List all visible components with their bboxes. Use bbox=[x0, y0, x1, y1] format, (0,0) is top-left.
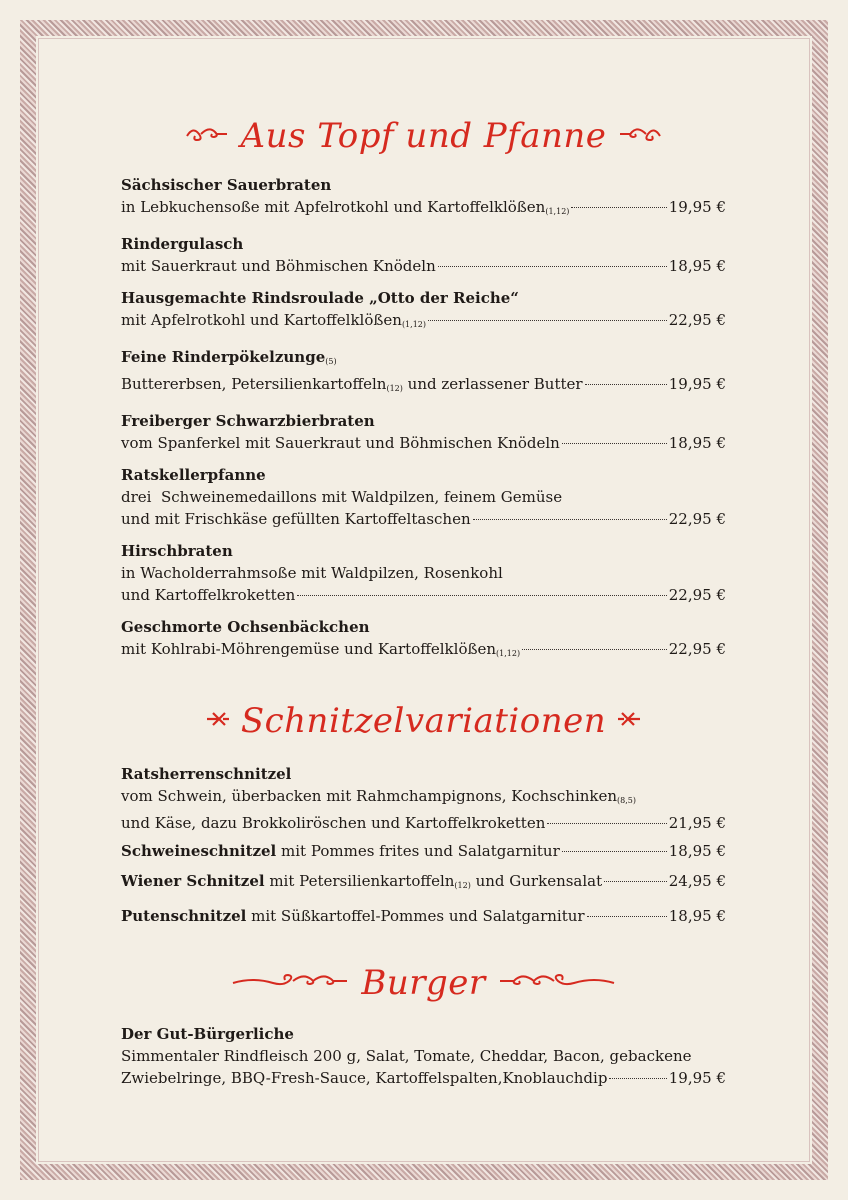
dot-leader bbox=[609, 1078, 666, 1079]
dish-description: Simmentaler Rindfleisch 200 g, Salat, Tomate, Cheddar, Bacon, gebackene bbox=[121, 1047, 692, 1065]
dish-name: Rindergulasch bbox=[121, 235, 244, 253]
dot-leader bbox=[297, 595, 666, 596]
dish-price-line bbox=[121, 508, 726, 530]
dish-price: 24,95 € bbox=[668, 872, 726, 890]
dish-description: mit Süßkartoffel-Pommes und Salatgarnitur bbox=[246, 907, 585, 925]
dish-price-line bbox=[121, 905, 726, 927]
dish-der-gut-buergerliche bbox=[121, 1023, 726, 1089]
section-title-text: Schnitzelvariationen bbox=[240, 701, 607, 741]
dish-ratskellerpfanne bbox=[121, 464, 726, 530]
allergen-codes: (12) bbox=[454, 881, 471, 890]
section-title-schnitzelvariationen bbox=[121, 701, 726, 741]
dish-price: 18,95 € bbox=[668, 842, 726, 860]
dot-leader bbox=[587, 916, 667, 917]
scroll-flourish-right-icon bbox=[496, 969, 616, 997]
dish-name: Ratsherrenschnitzel bbox=[121, 765, 292, 783]
allergen-codes: (12) bbox=[386, 384, 403, 393]
dish-description: und mit Frischkäse gefüllten Kartoffeltaschen bbox=[121, 510, 471, 528]
dish-description: und Käse, dazu Brokkoliröschen und Kartoffelkroketten bbox=[121, 814, 546, 832]
dish-price-line bbox=[121, 840, 726, 862]
scroll-flourish-left-icon bbox=[231, 969, 351, 997]
dot-leader bbox=[562, 851, 667, 852]
dish-name: Geschmorte Ochsenbäckchen bbox=[121, 618, 370, 636]
dish-description: mit Pommes frites und Salatgarnitur bbox=[276, 842, 560, 860]
dish-description-tail: und zerlassener Butter bbox=[402, 375, 583, 393]
dish-name: Der Gut-Bürgerliche bbox=[121, 1025, 294, 1043]
allergen-codes: (1,12) bbox=[545, 207, 570, 216]
dish-price: 22,95 € bbox=[668, 586, 726, 604]
dish-name: Schweineschnitzel bbox=[121, 842, 277, 860]
section-title-text: Burger bbox=[361, 963, 486, 1003]
allergen-codes: (1,12) bbox=[401, 320, 426, 329]
dish-description: mit Petersilienkartoffeln bbox=[264, 872, 455, 890]
dish-name: Freiberger Schwarzbierbraten bbox=[121, 412, 375, 430]
dish-ratsherrenschnitzel bbox=[121, 763, 726, 834]
dish-schwarzbierbraten bbox=[121, 410, 726, 454]
dish-price: 18,95 € bbox=[668, 257, 726, 275]
dish-description: drei Schweinemedaillons mit Waldpilzen, feinem Gemüse bbox=[121, 488, 563, 506]
dish-price-line bbox=[121, 870, 726, 897]
dish-name: Sächsischer Sauerbraten bbox=[121, 176, 332, 194]
dot-leader bbox=[571, 207, 666, 208]
dish-description: vom Spanferkel mit Sauerkraut und Böhmischen Knödeln bbox=[121, 434, 560, 452]
dish-price-line bbox=[121, 309, 726, 336]
dish-description: in Wacholderrahmsoße mit Waldpilzen, Rosenkohl bbox=[121, 564, 503, 582]
flourish-left-icon bbox=[183, 122, 231, 150]
dish-rindergulasch bbox=[121, 233, 726, 277]
section-title-burger bbox=[121, 963, 726, 1003]
dot-leader bbox=[547, 823, 666, 824]
dish-wiener-schnitzel bbox=[121, 870, 726, 897]
dot-leader bbox=[562, 443, 667, 444]
allergen-codes: (8,5) bbox=[617, 796, 637, 805]
dish-description-line bbox=[121, 785, 726, 812]
dish-name: Hirschbraten bbox=[121, 542, 233, 560]
dish-price-line bbox=[121, 638, 726, 665]
dish-description: Zwiebelringe, BBQ-Fresh-Sauce, Kartoffelspalten,Knoblauchdip bbox=[121, 1069, 608, 1087]
dish-price: 19,95 € bbox=[668, 375, 726, 393]
dish-price: 18,95 € bbox=[668, 907, 726, 925]
dot-leader bbox=[522, 649, 667, 650]
section-title-text: Aus Topf und Pfanne bbox=[240, 116, 607, 156]
dish-schweineschnitzel bbox=[121, 840, 726, 862]
dish-price: 21,95 € bbox=[668, 814, 726, 832]
dish-name: Wiener Schnitzel bbox=[121, 872, 265, 890]
dish-price-line bbox=[121, 1067, 726, 1089]
dish-price: 22,95 € bbox=[668, 311, 726, 329]
menu-page bbox=[121, 112, 726, 1099]
dish-name: Hausgemachte Rindsroulade „Otto der Reiche“ bbox=[121, 289, 519, 307]
dot-leader bbox=[585, 384, 667, 385]
dish-name: Putenschnitzel bbox=[121, 907, 247, 925]
dish-price: 19,95 € bbox=[668, 1069, 726, 1087]
star-flourish-left-icon bbox=[205, 709, 231, 733]
dish-ochsenbaeckchen bbox=[121, 616, 726, 665]
allergen-codes: (5) bbox=[325, 357, 337, 366]
dish-price: 18,95 € bbox=[668, 434, 726, 452]
dish-name bbox=[121, 346, 726, 373]
star-flourish-right-icon bbox=[616, 709, 642, 733]
dot-leader bbox=[473, 519, 667, 520]
dish-hirschbraten bbox=[121, 540, 726, 606]
dish-price-line bbox=[121, 196, 726, 223]
dish-saechsischer-sauerbraten bbox=[121, 174, 726, 223]
dot-leader bbox=[438, 266, 667, 267]
dish-description: und Kartoffelkroketten bbox=[121, 586, 296, 604]
dish-price-line bbox=[121, 432, 726, 454]
dish-description: mit Kohlrabi-Möhrengemüse und Kartoffelklößen bbox=[121, 640, 497, 658]
dish-rinderpoekelzunge bbox=[121, 346, 726, 400]
dish-price: 22,95 € bbox=[668, 510, 726, 528]
allergen-codes: (1,12) bbox=[496, 649, 521, 658]
dish-price-line bbox=[121, 255, 726, 277]
dish-price-line bbox=[121, 812, 726, 834]
dish-description: vom Schwein, überbacken mit Rahmchampignons, Kochschinken bbox=[121, 787, 618, 805]
section-title-aus-topf-und-pfanne bbox=[121, 116, 726, 156]
dish-price: 22,95 € bbox=[668, 640, 726, 658]
dish-description: Buttererbsen, Petersilienkartoffeln bbox=[121, 375, 387, 393]
dish-name: Ratskellerpfanne bbox=[121, 466, 266, 484]
dish-price-line bbox=[121, 373, 726, 400]
dish-description-tail: und Gurkensalat bbox=[470, 872, 603, 890]
dish-description: mit Apfelrotkohl und Kartoffelklößen bbox=[121, 311, 402, 329]
dish-description: in Lebkuchensoße mit Apfelrotkohl und Kartoffelklößen bbox=[121, 198, 546, 216]
dish-description: mit Sauerkraut und Böhmischen Knödeln bbox=[121, 257, 436, 275]
dish-price-line bbox=[121, 584, 726, 606]
dot-leader bbox=[428, 320, 667, 321]
flourish-right-icon bbox=[616, 122, 664, 150]
dish-price: 19,95 € bbox=[668, 198, 726, 216]
dish-rindsroulade bbox=[121, 287, 726, 336]
dish-putenschnitzel bbox=[121, 905, 726, 927]
dot-leader bbox=[604, 881, 667, 882]
dish-name-text: Feine Rinderpökelzunge bbox=[121, 348, 326, 366]
